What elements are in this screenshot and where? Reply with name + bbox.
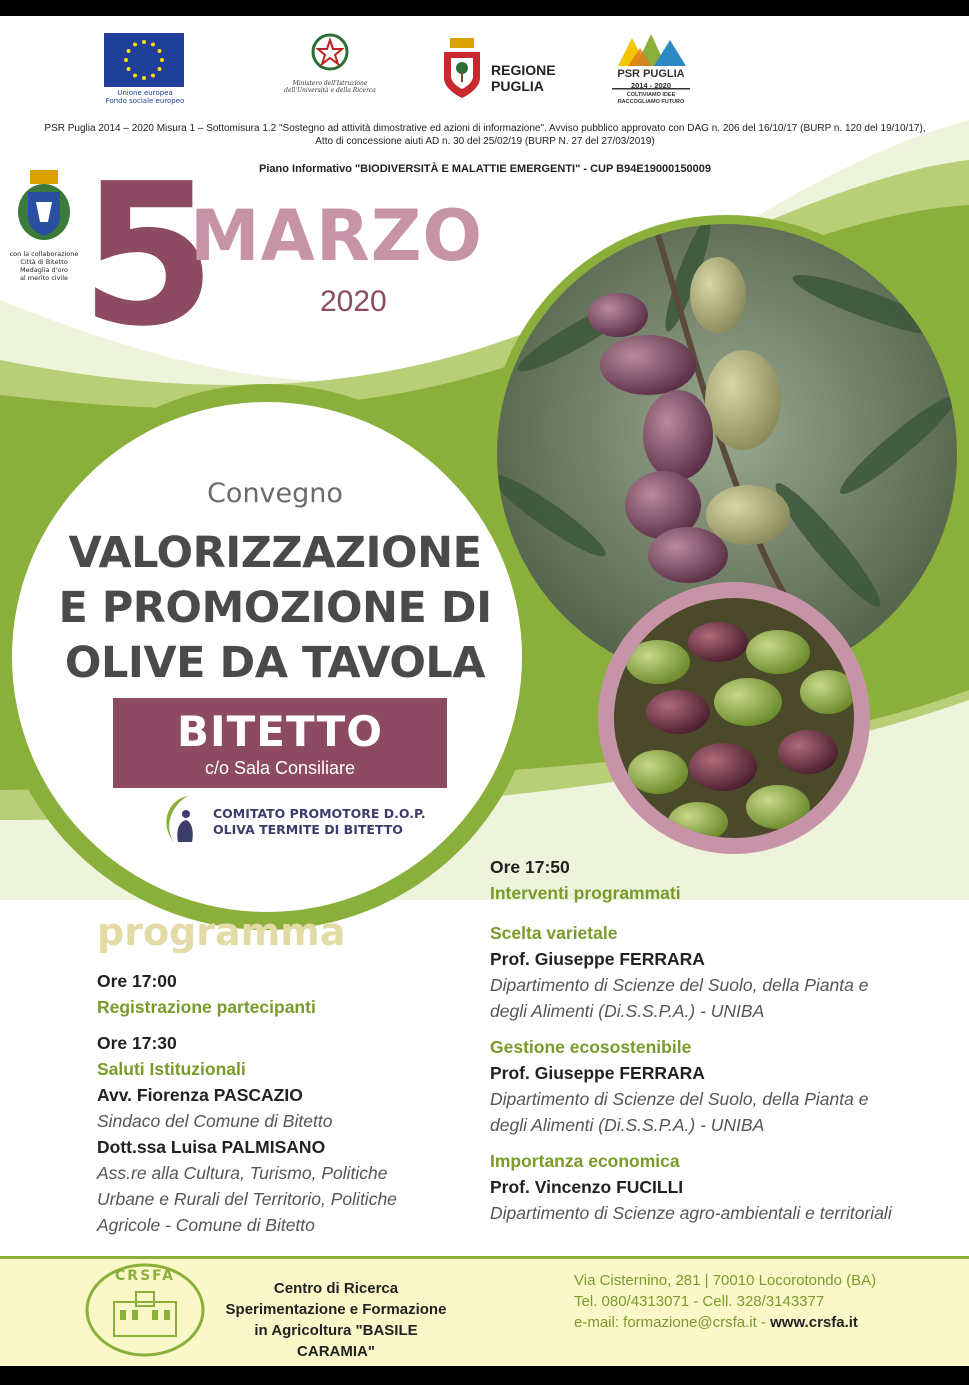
speaker-role: Sindaco del Comune di Bitetto [97, 1111, 333, 1131]
contact-website-link[interactable]: www.crsfa.it [770, 1314, 858, 1331]
plan-note: Piano Informativo "BIODIVERSITÀ E MALATTIE EMERGENTI" - CUP B94E19000150009 [259, 163, 711, 175]
venue-box [113, 698, 447, 788]
venue-town: BITETTO [177, 707, 383, 756]
crsfa-logo-text: CRSFA [115, 1268, 175, 1284]
regione-puglia-label: REGIONE PUGLIA [491, 62, 556, 94]
event-day: 5 [80, 142, 211, 370]
bottom-black-bar [0, 1366, 969, 1385]
collaboration-note: con la collaborazione Città di Bitetto Medaglia d'oro al merito civile [9, 250, 79, 282]
top-black-bar [0, 0, 969, 16]
psr-years: 2014 - 2020 [630, 81, 672, 90]
crsfa-logo [84, 1262, 206, 1358]
psr-tagline: COLTIVIAMO IDEE RACCOGLIAMO FUTURO [617, 92, 685, 105]
event-kind: Convegno [207, 478, 343, 509]
talk-topic: Gestione ecosostenibile [490, 1037, 692, 1057]
crsfa-organization-name: Centro di Ricerca Sperimentazione e Formazione in Agricoltura "BASILE CARAMIA" [225, 1280, 447, 1360]
psr-label: PSR PUGLIA [617, 68, 685, 80]
speaker-role: Dipartimento di Scienze del Suolo, della Pianta e degli Alimenti (Di.S.S.P.A.) - UNIBA [490, 975, 869, 1021]
event-month: MARZO [190, 195, 483, 277]
contact-email[interactable]: e-mail: formazione@crsfa.it - [574, 1314, 771, 1331]
eu-flag-logo [104, 33, 184, 87]
speaker-role: Ass.re alla Cultura, Turismo, Politiche Urbane e Rurali del Territorio, Politiche Agricole - Comune di Bitetto [97, 1163, 397, 1235]
program-activity: Saluti Istituzionali [97, 1059, 246, 1079]
program-time: Ore 17:30 [97, 1033, 177, 1053]
venue-hall: c/o Sala Consiliare [204, 758, 356, 778]
speaker-name: Prof. Vincenzo FUCILLI [490, 1177, 684, 1197]
contact-phone: Tel. 080/4313071 - Cell. 328/3143377 [574, 1293, 825, 1310]
event-title-line-3: OLIVE DA TAVOLA [64, 638, 486, 688]
olive-bowl-photo [598, 582, 870, 854]
regione-puglia-shield [442, 38, 482, 100]
comitato-label: COMITATO PROMOTORE D.O.P. OLIVA TERMITE DI BITETTO [213, 806, 426, 837]
speaker-role: Dipartimento di Scienze del Suolo, della Pianta e degli Alimenti (Di.S.S.P.A.) - UNIBA [490, 1089, 869, 1135]
event-year: 2020 [320, 285, 387, 318]
program-activity: Interventi programmati [490, 883, 681, 903]
program-heading: programma [97, 910, 346, 954]
program-time: Ore 17:00 [97, 971, 177, 991]
talk-topic: Importanza economica [490, 1151, 680, 1171]
program-left-column [97, 968, 477, 1238]
bitetto-crest-logo [14, 168, 74, 248]
funding-note: PSR Puglia 2014 – 2020 Misura 1 – Sottomisura 1.2 "Sostegno ad attività dimostrative ed azioni di informazione". Avviso pubblico approvato con DAG n. 206 del 16/10/17 (BURP n. 120 del 19/10/17), Atto di concessione aiuti AD n. 30 del 25/02/19 (BURP N. 27 del 27/03/2019) [44, 123, 926, 147]
comitato-logo-icon [158, 792, 208, 847]
speaker-name: Dott.ssa Luisa PALMISANO [97, 1137, 326, 1157]
speaker-name: Avv. Fiorenza PASCAZIO [97, 1085, 303, 1105]
program-right-column [490, 854, 960, 1226]
contact-address: Via Cisternino, 281 | 70010 Locorotondo (BA) [574, 1272, 877, 1289]
event-title-line-1: VALORIZZAZIONE [68, 528, 482, 578]
contact-email-line [574, 1312, 876, 1333]
ministry-caption: Ministero dell'Istruzione dell'Università e della Ricerca [284, 80, 376, 94]
speaker-name: Prof. Giuseppe FERRARA [490, 1063, 705, 1083]
talk-topic: Scelta varietale [490, 923, 618, 943]
event-title-line-2: E PROMOZIONE DI [58, 583, 492, 633]
program-activity: Registrazione partecipanti [97, 997, 316, 1017]
eu-caption: Unione europea Fondo sociale europeo [105, 89, 185, 105]
speaker-role: Dipartimento di Scienze agro-ambientali e territoriali [490, 1203, 892, 1223]
psr-puglia-logo [608, 30, 694, 112]
speaker-name: Prof. Giuseppe FERRARA [490, 949, 705, 969]
program-time: Ore 17:50 [490, 857, 570, 877]
contact-info [574, 1270, 876, 1333]
